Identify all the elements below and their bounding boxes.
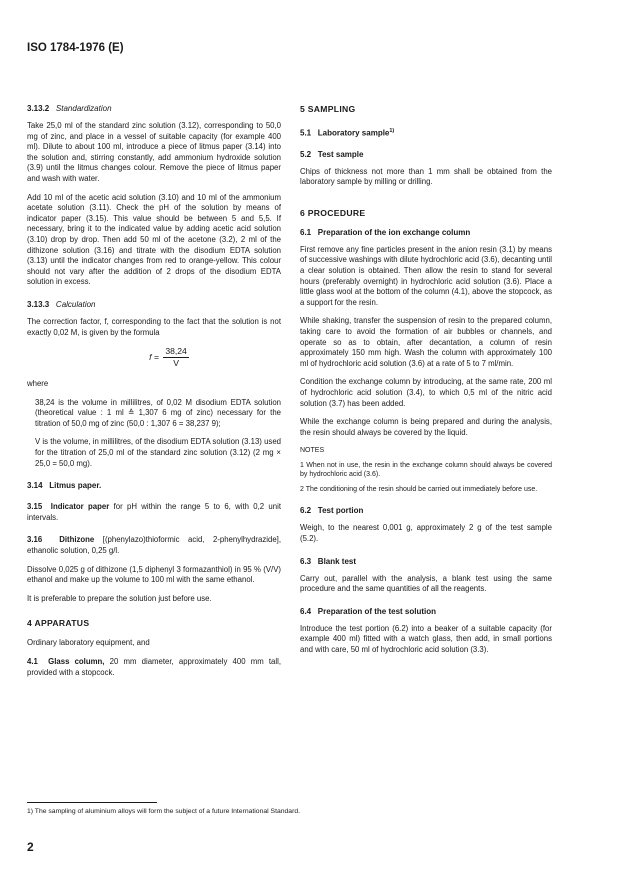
- section-number: 3.13.3: [27, 299, 50, 309]
- section-number: 6.1: [300, 227, 312, 237]
- section-title: Litmus paper.: [49, 481, 102, 491]
- paragraph: Weigh, to the nearest 0,001 g, approximately 2 g of the test sample (5.2).: [300, 523, 552, 543]
- where-label: where: [27, 379, 49, 389]
- section-5-heading: 5 SAMPLING: [300, 104, 356, 114]
- section-number: 3.15: [27, 502, 43, 512]
- paragraph: Add 10 ml of the acetic acid solution (3.10) and 10 ml of the ammonium acetate solution (3.11). Check the pH of the solution by means of indicator paper (3.15). This value should be between 5 and 5,5. If necessary, bring it to the indicated value by adding acetic acid solution (3.10) drop by drop. Then add 50 ml of the acetone (3.2), 2 ml of the dithizone solution (3.16) and titrate with the disodium EDTA solution (3.13) until the indicator changes from red to orange-yellow. This colour should not vary after the addition of 2 drops of the disodium EDTA solution in excess.: [27, 192, 281, 287]
- section-text: [(phenylazo)thioformic acid, 2-phenylhydrazide], ethanolic solution, 0,25 g/l.: [27, 535, 281, 556]
- section-3-16: [27, 535, 281, 556]
- section-6-3-heading: [300, 557, 552, 566]
- section-number: 5.2: [300, 149, 312, 159]
- section-6-4-heading: [300, 607, 552, 616]
- section-title: Test portion: [317, 506, 364, 516]
- section-4-1: [27, 657, 281, 678]
- section-title: Dithizone: [59, 535, 95, 545]
- section-title: Indicator paper: [50, 502, 110, 512]
- section-title: Blank test: [317, 556, 357, 566]
- notes-title: NOTES: [300, 447, 325, 455]
- paragraph: First remove any fine particles present in the anion resin (3.1) by means of successive washings with dilute hydrochloric acid (3.6), decanting until a clear solution is obtained. Then allow the resin to stand for several hours (preferably overnight) in hydrochloric acid solution (3.6). Place a little glass wool at the bottom of the column (4.1), above the stopcock, as a support for the resin.: [300, 244, 552, 307]
- where-item: 38,24 is the volume in millilitres, of 0,02 M disodium EDTA solution (theoretical value : 1 ml ≙ 1,307 6 mg of zinc) necessary for the titration of 50,0 mg of zinc (50,0 : 1,307 6 = 38,237 9);: [35, 397, 281, 428]
- section-title: Calculation: [55, 299, 96, 309]
- paragraph: Ordinary laboratory equipment, and: [27, 638, 150, 648]
- paragraph: While the exchange column is being prepared and during the analysis, the resin should always be covered by the liquid.: [300, 417, 552, 437]
- section-number: 4.1: [27, 657, 38, 666]
- where-item: V is the volume, in millilitres, of the disodium EDTA solution (3.13) used for the titration of 25,0 ml of the standard zinc solution (3.12) (2 mg × 25,0 = 50,0 mg).: [35, 437, 281, 468]
- section-title: Preparation of the ion exchange column: [317, 227, 471, 237]
- section-number: 6.3: [300, 556, 312, 566]
- note: 1 When not in use, the resin in the exchange column should always be covered by hydrochloric acid (3.6).: [300, 462, 552, 479]
- paragraph: Take 25,0 ml of the standard zinc solution (3.12), corresponding to 50,0 mg of zinc, and place in a vessel of suitable capacity (for example 400 ml). Dilute to about 100 ml, introduce a piece of litmus paper (3.14) into the solution and, stirring constantly, add ammonium hydroxide solution (3.9) until the litmus changes colour. Remove the piece of litmus paper and wash with water.: [27, 121, 281, 183]
- section-title: Standardization: [55, 104, 112, 113]
- formula-lhs: f =: [149, 351, 159, 362]
- section-5-1-heading: [300, 128, 552, 138]
- section-6-1-heading: [300, 228, 552, 237]
- section-title: Preparation of the test solution: [317, 606, 437, 616]
- left-column: [27, 104, 281, 686]
- section-text: 20 mm diameter, approximately 400 mm tall, provided with a stopcock.: [27, 657, 282, 677]
- formula-numerator: 38,24: [165, 346, 187, 357]
- section-4-heading: 4 APPARATUS: [27, 618, 90, 629]
- section-number: 3.16: [27, 535, 43, 545]
- footnote-divider: [27, 802, 157, 803]
- section-text: for pH within the range 5 to 6, with 0,2 unit intervals.: [27, 502, 281, 522]
- section-6-heading: 6 PROCEDURE: [300, 207, 366, 218]
- section-number: 5.1: [300, 128, 312, 138]
- note: 2 The conditioning of the resin should be carried out immediately before use.: [300, 486, 538, 494]
- paragraph: Dissolve 0,025 g of dithizone (1,5 diphenyl 3 formazanthiol) in 95 % (V/V) ethanol and make up the volume to 100 ml with the same ethanol.: [27, 564, 281, 585]
- paragraph: It is preferable to prepare the solution just before use.: [27, 593, 212, 603]
- paragraph: Carry out, parallel with the analysis, a blank test using the same procedure and the same quantities of all the reagents.: [300, 573, 552, 594]
- right-column: [300, 104, 552, 664]
- section-number: 6.2: [300, 506, 312, 516]
- section-3-15: [27, 502, 281, 523]
- footnote: 1) The sampling of aluminium alloys will form the subject of a future International Standard.: [27, 808, 301, 815]
- section-3-13-3-heading: [27, 300, 281, 309]
- section-number: 3.13.2: [27, 104, 50, 113]
- paragraph: The correction factor, f, corresponding to the fact that the solution is not exactly 0,02 M, is given by the formula: [27, 316, 281, 337]
- formula-denominator: V: [173, 358, 179, 369]
- correction-factor-formula: [57, 346, 281, 369]
- document-header: ISO 1784-1976 (E): [27, 42, 124, 54]
- paragraph: Introduce the test portion (6.2) into a beaker of a suitable capacity (for example 400 ml) fitted with a watch glass, then add, in small portions and with care, 50 ml of hydrochloric acid solution (3.3).: [300, 623, 552, 654]
- page-number: 2: [27, 840, 34, 854]
- paragraph: Chips of thickness not more than 1 mm shall be obtained from the laboratory sample by milling or drilling.: [300, 166, 552, 187]
- paragraph: Condition the exchange column by introducing, at the same rate, 200 ml of hydrochloric acid solution (3.4), to which 0,5 ml of the nitric acid solution (3.7) has been added.: [300, 377, 552, 408]
- section-3-14-heading: [27, 481, 281, 490]
- section-number: 6.4: [300, 606, 312, 616]
- paragraph: While shaking, transfer the suspension of resin to the prepared column, taking care to avoid the formation of air bubbles or channels, and operate so as to obtain, after decantation, a column of resin approximately 150 mm high. Wash the column with approximately 100 ml of hydrochloric acid solution (3.6) at a rate of 5 to 7 ml/min.: [300, 316, 552, 368]
- formula-fraction: [163, 346, 189, 369]
- section-6-2-heading: [300, 506, 552, 515]
- section-number: 3.14: [27, 481, 43, 491]
- section-5-2-heading: [300, 150, 552, 159]
- footnote-marker: 1): [389, 128, 395, 134]
- section-3-13-2-heading: [27, 104, 281, 113]
- section-title: Test sample: [317, 149, 364, 159]
- section-title: Laboratory sample: [317, 128, 390, 138]
- section-title: Glass column,: [48, 657, 105, 666]
